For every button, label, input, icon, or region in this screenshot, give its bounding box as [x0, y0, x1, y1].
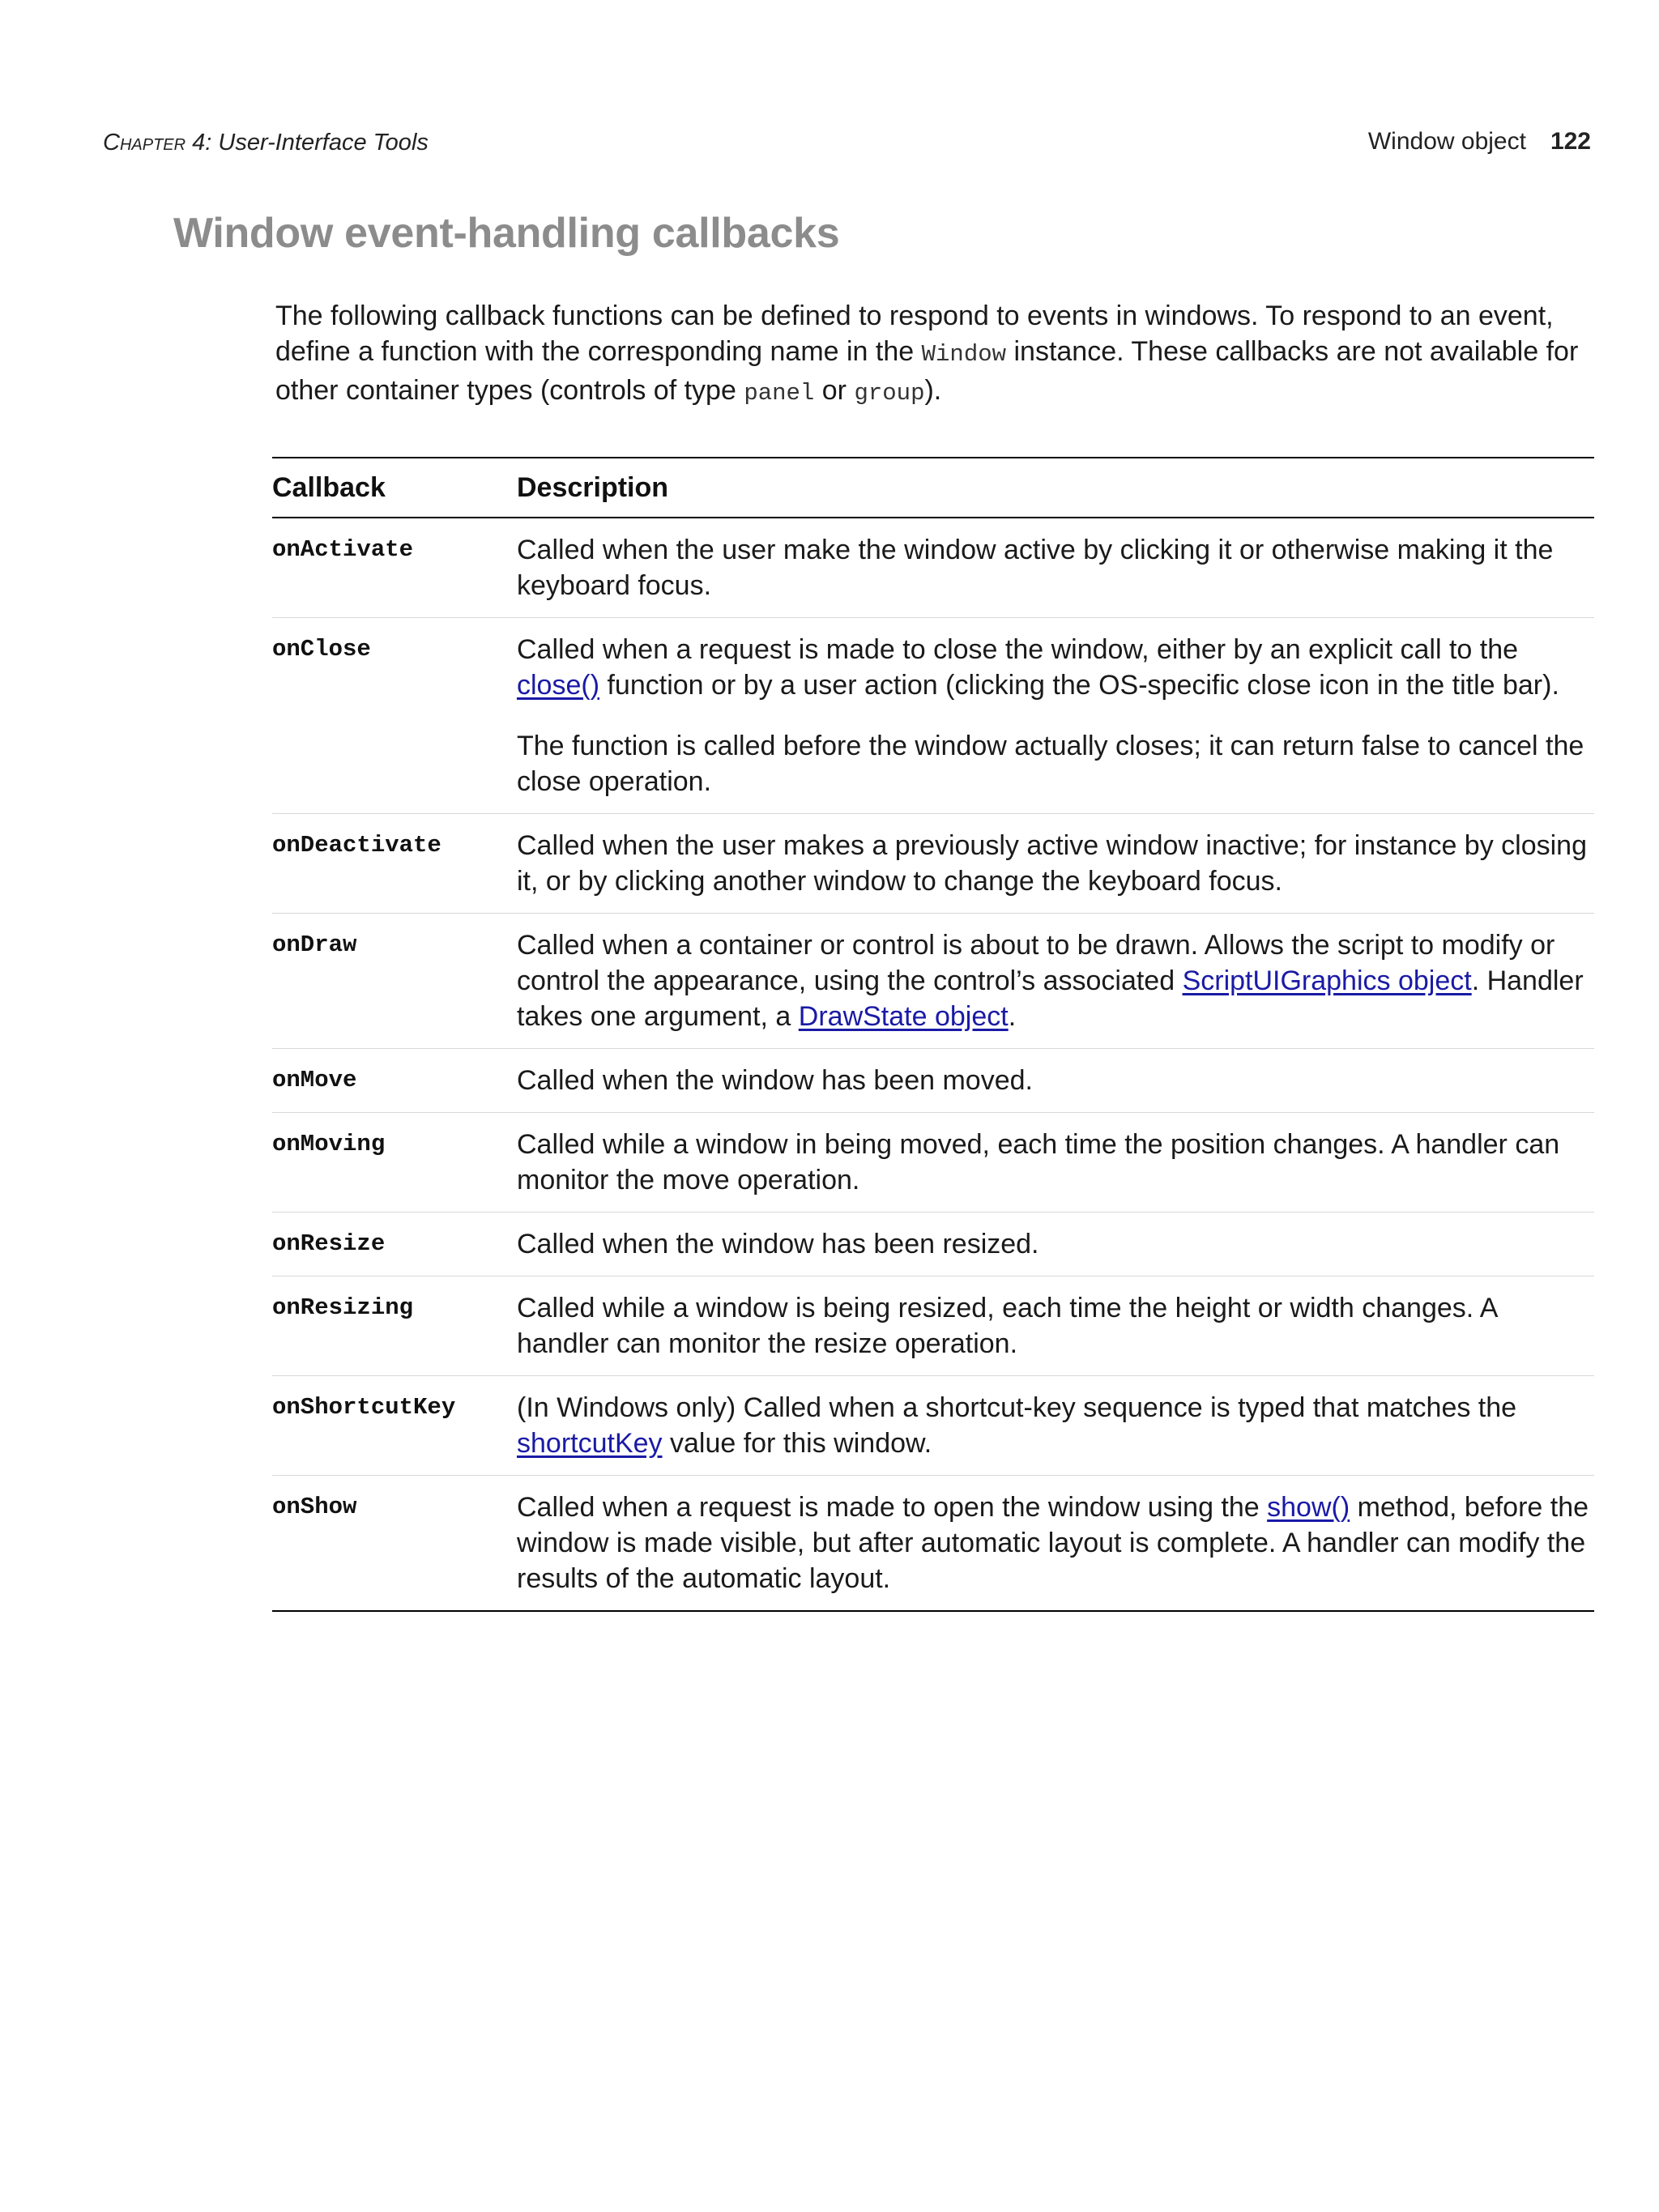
- description-text: [517, 1390, 1594, 1461]
- callback-description: [517, 828, 1594, 899]
- table-row: [272, 1476, 1594, 1610]
- intro-text: ).: [924, 375, 942, 406]
- description-fragment: . Handler takes one argument, a: [517, 965, 1584, 1032]
- callback-name: onDeactivate: [272, 832, 441, 859]
- table-row: [272, 814, 1594, 914]
- description-text: Called when the user make the window active by clicking it or otherwise making it the keyboard focus.: [517, 535, 1554, 601]
- table-row: [272, 1113, 1594, 1213]
- table-row: [272, 914, 1594, 1049]
- shortcutkey-link[interactable]: shortcutKey: [517, 1428, 663, 1459]
- table-header: [272, 458, 1594, 518]
- table-row: [272, 618, 1594, 814]
- table-row: [272, 518, 1594, 618]
- description-fragment: Called when a request is made to close the window, either by an explicit call to the: [517, 634, 1519, 665]
- callback-description: [517, 1226, 1594, 1262]
- chapter-number: Chapter 4:: [103, 130, 212, 156]
- page-title: Window event-handling callbacks: [173, 210, 840, 257]
- description-text: The function is called before the window actually closes; it can return false to cancel the close operation.: [517, 731, 1584, 797]
- chapter-title: User-Interface Tools: [211, 130, 429, 156]
- callback-name: onResize: [272, 1230, 386, 1257]
- description-fragment: value for this window.: [662, 1428, 932, 1459]
- description-fragment: .: [1008, 1001, 1017, 1032]
- column-header-description: Description: [517, 471, 669, 503]
- callback-name: onMoving: [272, 1131, 386, 1157]
- table-row: [272, 1276, 1594, 1376]
- callback-description: [517, 632, 1594, 799]
- description-text: Called while a window is being resized, each time the height or width changes. A handler can monitor the resize operation.: [517, 1293, 1497, 1359]
- code-group: group: [854, 380, 925, 407]
- intro-text: The following callback functions can be defined to respond to events in windows. To respond to an event, define a function with the corresponding name in the: [275, 300, 1554, 367]
- table-row: [272, 1213, 1594, 1276]
- code-panel: panel: [744, 380, 815, 407]
- callback-description: [517, 1390, 1594, 1461]
- callback-description: [517, 1127, 1594, 1198]
- callback-name: onDraw: [272, 931, 357, 958]
- description-fragment: Called when a container or control is about to be drawn. Allows the script to modify or control the appearance, using the control’s associated: [517, 930, 1555, 996]
- show-method-link[interactable]: show(): [1267, 1492, 1350, 1523]
- description-fragment: method, before the window is made visible, but after automatic layout is complete. A handler can modify the results of the automatic layout.: [517, 1492, 1589, 1594]
- description-fragment: (In Windows only) Called when a shortcut-key sequence is typed that matches the: [517, 1392, 1517, 1423]
- callback-description: [517, 1063, 1594, 1098]
- column-header-callback: Callback: [272, 471, 386, 503]
- callback-name: onMove: [272, 1067, 357, 1093]
- table-row: [272, 1376, 1594, 1476]
- description-text: Called while a window in being moved, each time the position changes. A handler can monitor the move operation.: [517, 1129, 1560, 1196]
- description-text: Called when the window has been resized.: [517, 1229, 1039, 1259]
- callback-description: [517, 927, 1594, 1034]
- description-text: [517, 632, 1594, 703]
- running-header-section: [1368, 128, 1591, 156]
- callback-description: [517, 1490, 1594, 1596]
- running-header-chapter: [103, 130, 429, 156]
- drawstate-object-link[interactable]: DrawState object: [798, 1001, 1009, 1032]
- table-row: [272, 1049, 1594, 1113]
- close-method-link[interactable]: close(): [517, 670, 600, 701]
- description-text: [517, 1490, 1594, 1596]
- callback-name: onShow: [272, 1494, 357, 1520]
- callback-name: onShortcutKey: [272, 1394, 456, 1421]
- description-text: Called when the user makes a previously active window inactive; for instance by closing it, or by clicking another window to change the keyboard focus.: [517, 830, 1587, 897]
- intro-text: or: [814, 375, 855, 406]
- page-number: 122: [1550, 128, 1591, 155]
- callbacks-table: [272, 457, 1594, 1612]
- description-text: Called when the window has been moved.: [517, 1065, 1033, 1096]
- callback-description: [517, 532, 1594, 603]
- description-fragment: Called when a request is made to open the window using the: [517, 1492, 1268, 1523]
- callback-name: onResizing: [272, 1294, 414, 1321]
- intro-paragraph: [275, 298, 1596, 411]
- callback-description: [517, 1290, 1594, 1362]
- scriptuigraphics-object-link[interactable]: ScriptUIGraphics object: [1182, 965, 1472, 996]
- callback-name: onActivate: [272, 536, 414, 563]
- section-name: Window object: [1367, 128, 1526, 155]
- intro-text: instance. These callbacks are not available for other container types (controls of type: [275, 336, 1579, 406]
- description-fragment: function or by a user action (clicking the OS-specific close icon in the title bar).: [599, 670, 1559, 701]
- description-text: [517, 927, 1594, 1034]
- callback-name: onClose: [272, 636, 371, 663]
- code-window: Window: [921, 341, 1007, 368]
